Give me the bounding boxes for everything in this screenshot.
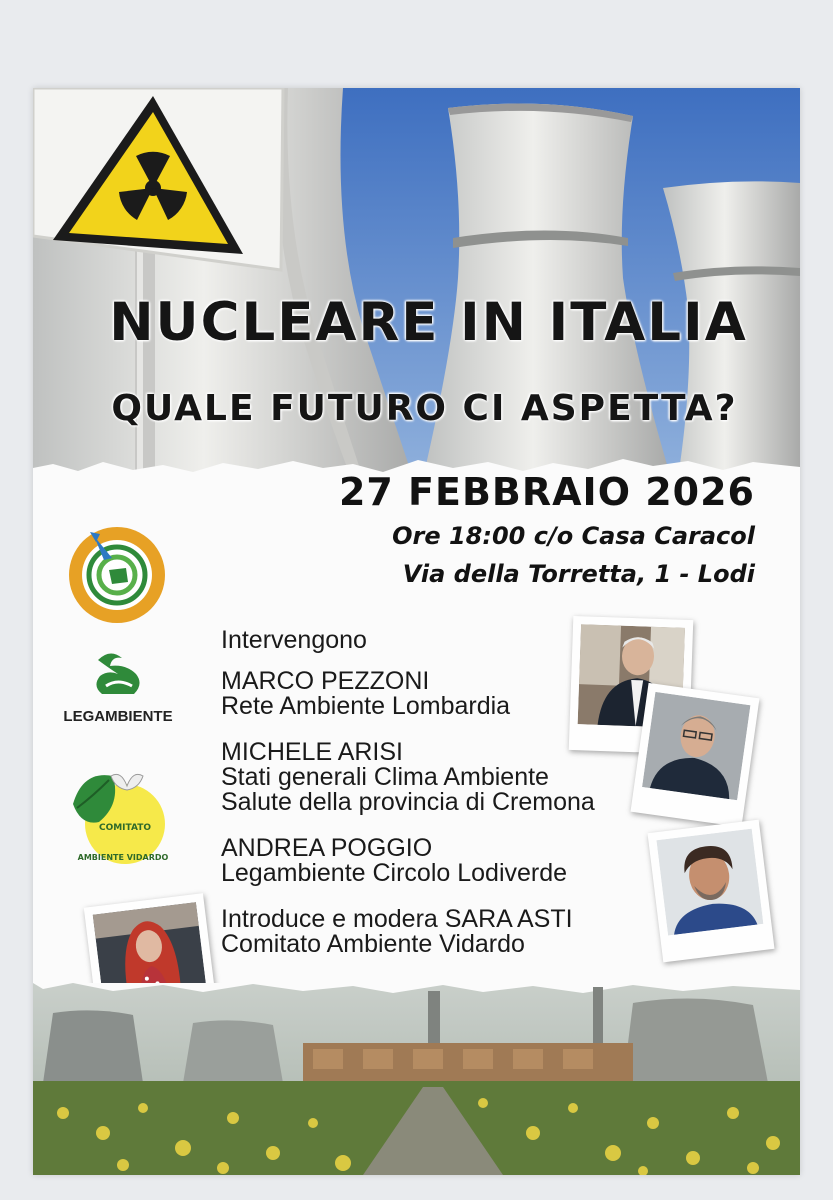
speaker-role: Rete Ambiente Lombardia (221, 692, 511, 720)
poster-subtitle: QUALE FUTURO CI ASPETTA? (111, 388, 738, 429)
moderator-role: Comitato Ambiente Vidardo (221, 930, 525, 958)
event-address: Via della Torretta, 1 - Lodi (402, 560, 755, 588)
svg-text:AMBIENTE VIDARDO: AMBIENTE VIDARDO (77, 853, 169, 862)
speaker-name: MARCO PEZZONI (221, 667, 430, 695)
poster-title: NUCLEARE IN ITALIA (109, 292, 748, 353)
comitato-ambiente-vidardo-logo (63, 764, 183, 874)
moderator (221, 907, 595, 957)
speaker-role-continued: Salute della provincia di Cremona (221, 788, 595, 816)
legambiente-swan-icon (88, 650, 148, 700)
moderator-line: Introduce e modera SARA ASTI (221, 905, 573, 933)
photo-andrea-poggio (647, 820, 774, 963)
speaker-name: ANDREA POGGIO (221, 834, 433, 862)
speaker-name: MICHELE ARISI (221, 738, 403, 766)
svg-text:COMITATO: COMITATO (98, 823, 152, 833)
speaker-marco-pezzoni (221, 669, 595, 719)
speaker-andrea-poggio (221, 836, 595, 886)
rete-ambiente-lombardia-logo (68, 526, 166, 624)
speaker-role: Legambiente Circolo Lodiverde (221, 859, 568, 887)
event-date: 27 FEBBRAIO 2026 (338, 470, 755, 514)
speakers-list (221, 628, 595, 978)
legambiente-wordmark: LEGAMBIENTE (63, 708, 173, 725)
speaker-role: Stati generali Clima Ambiente (221, 763, 549, 791)
speaker-michele-arisi (221, 740, 595, 815)
event-time-venue: Ore 18:00 c/o Casa Caracol (392, 522, 755, 550)
power-plant-field-photo (33, 983, 800, 1175)
speakers-intro: Intervengono (221, 626, 367, 654)
legambiente-logo (53, 650, 183, 730)
photo-michele-arisi (630, 683, 759, 827)
event-poster (33, 88, 800, 1175)
